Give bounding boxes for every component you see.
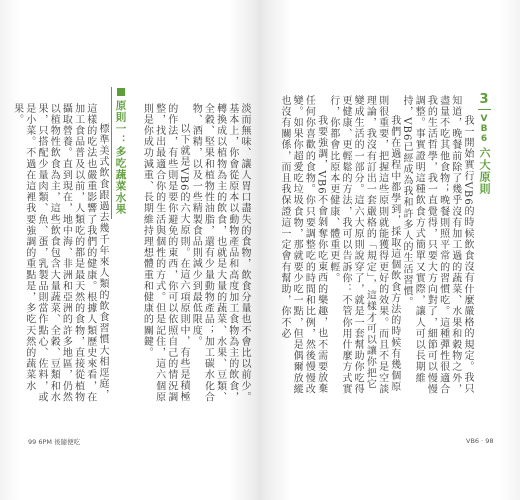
chapter-number: 3	[479, 92, 489, 107]
chapter-prefix: VB6	[479, 114, 489, 144]
chapter-title	[476, 114, 492, 195]
right-page-footer: VB6 · 98	[466, 437, 494, 445]
heading-marker-icon	[117, 88, 125, 96]
left-page-footer: 99 6PM 後隨便吃	[28, 438, 81, 446]
chapter-heading	[476, 92, 492, 195]
left-page-text-upper	[138, 103, 250, 403]
chapter-rule	[478, 109, 491, 110]
paragraph: 標準美式飲食跟過去幾千年來人類的飲食習慣大相逕庭，這樣的吃法也嚴重影響了我們的健康。根據人類歷史來看，在加工食品普及以前，人類吃的都是最天然的食物，直接從植物攝取營養。直到現在，地中海、非洲和亞洲的許多地區，仍然以植物性飲食為主，這些飲食包含大量蔬菜、全穀、豆類和水果，只搭配少量肉類、魚、蛋，乳製品則當作點心、佐料，或是小菜。不過在這裡我要強調的重點是，多吃天然的蔬菜水果。	[11, 103, 108, 403]
paragraph: 我們在過程中都學到，採取這個飲食方法的時候有幾個原則很重要，把握這些原則就能獲得更好的效果。而且不是空談理論，我沒有訂出一套嚴格的「規定」，這樣才可以讓你把它變成生活的一部分。這六大原則說穿了，就是一套幫助你吃得更健康、更輕鬆的方法，我可以告訴你：不管你用什麼方式實行，你都會比原本更健康、體重更輕。	[327, 95, 400, 395]
paragraph: 我要強調，VB6不會剝奪你吃東西的樂趣，也不需要放棄任何你喜歡的食物。你只要調整吃的時間和比例，然後慢慢改變。如果你超愛吃垃圾食物，那就要少吃一點，但是偶爾放縱也沒有關係，而且我保證這一定會有幫助，你不必	[278, 95, 327, 395]
right-page	[260, 0, 520, 500]
right-page-text	[277, 95, 473, 397]
paragraph: 我一開始實行VB6的時候飲食沒有什麼嚴格的規定。我只知道，晚餐前除了幾乎沒有加工過的蔬菜、水果和穀物之外，盡量不吃其他食物；晚餐則照平常的習慣吃。這種彈性很適合我的生活哲學，我一直覺得，只要大方向對了，細節可以慢慢調整。事實證明這種飲食方式簡單又實際，讓人可以長期維持，VB6已經成為我和許多人的生活習慣。	[400, 95, 473, 395]
chapter-title-text: 六大原則	[478, 147, 491, 195]
left-page-text-lower	[11, 103, 108, 403]
section-heading	[111, 87, 130, 219]
paragraph: 以下就是VB6的六大原則。在這六項原則中，有些是積極的作法，有些則是要你避免的東西，你可以依照自己的情況調整，找出最適合你的生活與個性的方式。但是記住，這六個原則是你成功減重、長期維持理想體重和健康的關鍵。	[141, 103, 189, 403]
section-heading-text: 原則一：多吃蔬菜水果	[114, 100, 127, 215]
paragraph: 淡而無味、讓人胃口盡失的食物，飲食分量也不會比以前少。基本上，你會從原本以動物產品和高度加工食物為主的飲食，轉換成以植物為主的飲食，也就是大量的蔬菜、水果、豆類、全穀、堅果和植物性油脂，還有少量動物產品；加工碳水化合物、酒精，以及一些精製食品則減少到最低限度。	[190, 103, 250, 403]
